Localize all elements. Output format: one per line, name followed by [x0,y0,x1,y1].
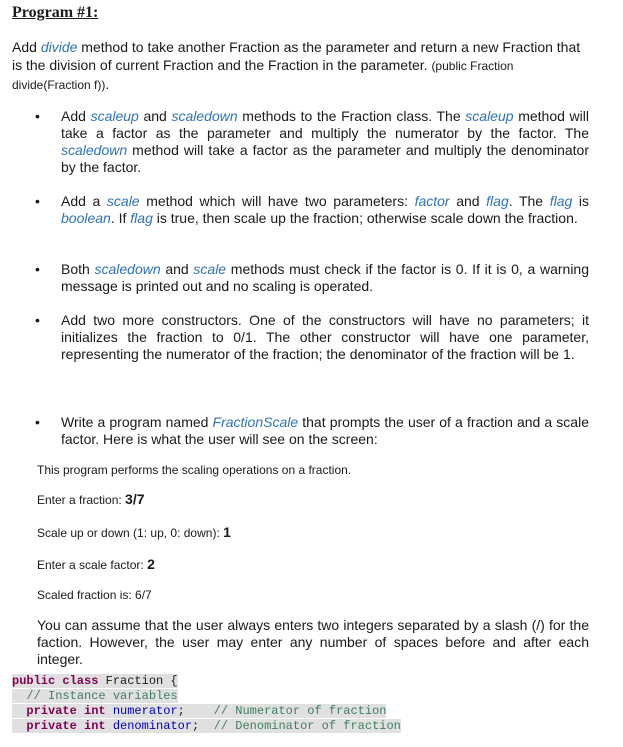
intro-paragraph: Add divide method to take another Fraction as the parameter and return a new Fraction that is the division of current Fraction and the Fraction in the parameter. (public Fraction divide(Fraction f)). [12,39,581,92]
code-line: private int numerator; // Numerator of fraction [12,704,401,719]
sample-input-value: 1 [223,524,231,540]
sample-input-value: 3/7 [125,491,145,507]
bullet-fractionscale-program: • Write a program named FractionScale that prompts the user of a fraction and a scale factor. Here is what the user will see on the screen: [35,414,589,447]
bullet-constructors: • Add two more constructors. One of the constructors will have no parameters; it initializes the fraction to 0/1. The other constructor will have one parameter, representing the numerator of the fraction; the denominator of the fraction will be 1. [35,312,589,362]
sample-output-line: This program performs the scaling operations on a fraction. [37,463,352,477]
code-line: public class Fraction { [12,674,178,688]
code-line: private int denominator; // Denominator of fraction [12,719,401,734]
method-name-divide: divide [40,39,78,55]
sample-output-line: Enter a fraction: 3/7 [37,491,145,507]
bullet-dot-icon: • [35,312,40,328]
sample-output-line: Scale up or down (1: up, 0: down): 1 [37,524,231,540]
bullet-dot-icon: • [35,261,40,277]
code-line: // Instance variables [12,689,401,704]
code-snippet [12,674,401,734]
sample-output-line: Scaled fraction is: 6/7 [37,588,152,602]
method-signature: (public Fraction divide(Fraction f)) [12,59,514,92]
page-title: Program #1: [12,4,99,21]
sample-input-value: 2 [147,556,155,572]
bullet-dot-icon: • [35,414,40,430]
sample-output-line: Enter a scale factor: 2 [37,556,155,572]
bullet-dot-icon: • [35,108,40,124]
assumption-note: You can assume that the user always enters two integers separated by a slash (/) for the faction. However, the user may enter any number of spaces before and after each integer. [37,617,589,667]
bullet-scaleup-scaledown: • Add scaleup and scaledown methods to the Fraction class. The scaleup method will take a factor as the parameter and multiply the numerator by the factor. The scaledown method will take a factor as the parameter and multiply the denominator by the factor. [35,108,589,175]
bullet-zero-check: • Both scaledown and scale methods must check if the factor is 0. If it is 0, a warning message is printed out and no scaling is operated. [35,261,590,294]
bullet-dot-icon: • [35,193,40,209]
bullet-scale-method: • Add a scale method which will have two parameters: factor and flag. The flag is boolean. If flag is true, then scale up the fraction; otherwise scale down the fraction. [35,193,589,226]
